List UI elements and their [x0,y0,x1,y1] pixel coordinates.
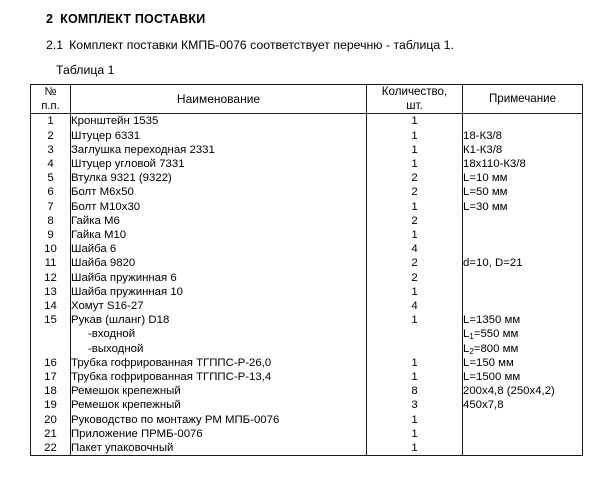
table-row [31,143,583,157]
cell-name: Ремешок крепежный [71,398,367,412]
cell-name: Приложение ПРМБ-0076 [71,427,367,441]
table-head [31,85,583,114]
cell-note: $L_1=550$ мм [463,328,519,342]
table-row [31,427,583,441]
cell-quantity: 4 [367,299,463,313]
cell-quantity: 2 [367,185,463,199]
cell-note: L=150 мм [463,356,514,369]
cell-name: -выходной [71,342,367,356]
cell-name: Втулка 9321 (9322) [71,171,367,185]
table-row [31,327,583,341]
cell-note [463,271,583,285]
cell-index: 16 [31,356,71,370]
cell-note: $L_2=800$ мм [463,342,519,356]
table-row [31,271,583,285]
cell-index: 1 [31,114,71,129]
cell-index [31,327,71,341]
table-row [31,384,583,398]
cell-index: 12 [31,271,71,285]
cell-quantity: 2 [367,256,463,270]
table-row [31,228,583,242]
table-row [31,441,583,456]
cell-note [463,228,583,242]
parts-table-wrapper [30,84,582,456]
cell-quantity: 1 [367,200,463,214]
table-row [31,370,583,384]
cell-note [463,413,583,427]
cell-name: Штуцер угловой 7331 [71,157,367,171]
cell-name: Хомут S16-27 [71,299,367,313]
cell-note [463,242,583,256]
table-row [31,413,583,427]
cell-index: 22 [31,441,71,456]
cell-note: 200х4,8 (250х4,2) [463,385,555,398]
table-row [31,398,583,412]
cell-note: 18-К3/8 [463,129,502,142]
cell-quantity: 1 [367,370,463,384]
paragraph-text: Комплект поставки КМПБ-0076 соответствует перечню - таблица 1. [69,38,454,52]
cell-name: Шайба 6 [71,242,367,256]
cell-quantity: 1 [367,427,463,441]
cell-note: L=1350 мм [463,314,521,327]
cell-note [463,427,583,441]
cell-quantity: 2 [367,171,463,185]
table-caption: Таблица 1 [56,63,115,77]
cell-name: Рукав (шланг) D18 [71,313,367,327]
cell-note: 450х7,8 [463,399,504,412]
cell-note [463,214,583,228]
cell-note: L=50 мм [463,186,508,199]
cell-name: Заглушка переходная 2331 [71,143,367,157]
column-header-number-line1: № [44,86,57,98]
cell-note [463,299,583,313]
cell-name: Штуцер 6331 [71,129,367,143]
cell-name: Болт М6х50 [71,185,367,199]
cell-name: Руководство по монтажу РМ МПБ-0076 [71,413,367,427]
cell-index: 2 [31,129,71,143]
cell-quantity: 1 [367,285,463,299]
cell-note [463,441,583,456]
cell-quantity: 1 [367,129,463,143]
column-header-number-line2: п.п. [41,100,60,113]
cell-name: Кронштейн 1535 [71,114,367,129]
cell-quantity: 3 [367,398,463,412]
cell-index: 14 [31,299,71,313]
cell-index: 7 [31,200,71,214]
cell-index: 9 [31,228,71,242]
cell-quantity: 1 [367,356,463,370]
cell-note: d=10, D=21 [463,257,523,270]
cell-name: Болт М10х30 [71,200,367,214]
column-header-quantity [367,85,463,114]
cell-quantity: 8 [367,384,463,398]
section-title: КОМПЛЕКТ ПОСТАВКИ [60,12,206,26]
cell-index: 8 [31,214,71,228]
column-header-quantity-line1: Количество, [381,85,448,98]
section-heading [46,12,205,26]
cell-name: Пакет упаковочный [71,441,367,456]
cell-quantity: 1 [367,143,463,157]
table-body [31,114,583,456]
table-row [31,157,583,171]
cell-quantity: 1 [367,313,463,327]
cell-note [463,114,583,129]
section-number: 2 [46,12,54,26]
cell-name: Шайба пружинная 6 [71,271,367,285]
cell-quantity: 4 [367,242,463,256]
cell-quantity [367,342,463,356]
table-row [31,200,583,214]
cell-index: 19 [31,398,71,412]
cell-note: L=30 мм [463,200,508,213]
cell-quantity: 1 [367,228,463,242]
cell-quantity: 1 [367,114,463,129]
cell-quantity: 2 [367,271,463,285]
table-row [31,285,583,299]
cell-index: 18 [31,384,71,398]
cell-note: 18х110-К3/8 [463,158,526,171]
cell-quantity [367,327,463,341]
cell-index: 17 [31,370,71,384]
cell-quantity: 1 [367,157,463,171]
cell-index: 10 [31,242,71,256]
table-row [31,242,583,256]
table-row [31,171,583,185]
table-row [31,114,583,129]
cell-index: 11 [31,256,71,270]
cell-index: 21 [31,427,71,441]
table-row [31,129,583,143]
column-header-number [31,85,71,114]
cell-name: Шайба пружинная 10 [71,285,367,299]
cell-name: Гайка М10 [71,228,367,242]
table-row [31,299,583,313]
cell-note: L=10 мм [463,172,508,185]
cell-name: Шайба 9820 [71,256,367,270]
column-header-quantity-line2: шт. [406,99,423,113]
table-row [31,313,583,327]
column-header-note: Примечание [488,92,557,106]
cell-index [31,342,71,356]
cell-note [463,285,583,299]
cell-name: Трубка гофрированная ТГППС-Р-13,4 [71,370,367,384]
cell-note: L=1500 мм [463,371,521,384]
table-row [31,356,583,370]
cell-name: Ремешок крепежный [71,384,367,398]
parts-table [30,84,583,456]
paragraph-number: 2.1 [46,38,64,52]
table-row [31,185,583,199]
column-header-name: Наименование [71,85,367,114]
cell-quantity: 2 [367,214,463,228]
paragraph-2-1 [46,38,454,52]
cell-quantity: 1 [367,413,463,427]
cell-index: 4 [31,157,71,171]
cell-index: 20 [31,413,71,427]
cell-index: 13 [31,285,71,299]
table-row [31,214,583,228]
cell-name: Гайка М6 [71,214,367,228]
table-header-row [31,85,583,114]
cell-quantity: 1 [367,441,463,456]
cell-index: 3 [31,143,71,157]
table-row [31,256,583,270]
cell-index: 6 [31,185,71,199]
cell-name: -входной [71,327,367,341]
cell-index: 15 [31,313,71,327]
cell-name: Трубка гофрированная ТГППС-Р-26,0 [71,356,367,370]
table-row [31,342,583,356]
cell-index: 5 [31,171,71,185]
cell-note: К1-К3/8 [463,143,503,156]
